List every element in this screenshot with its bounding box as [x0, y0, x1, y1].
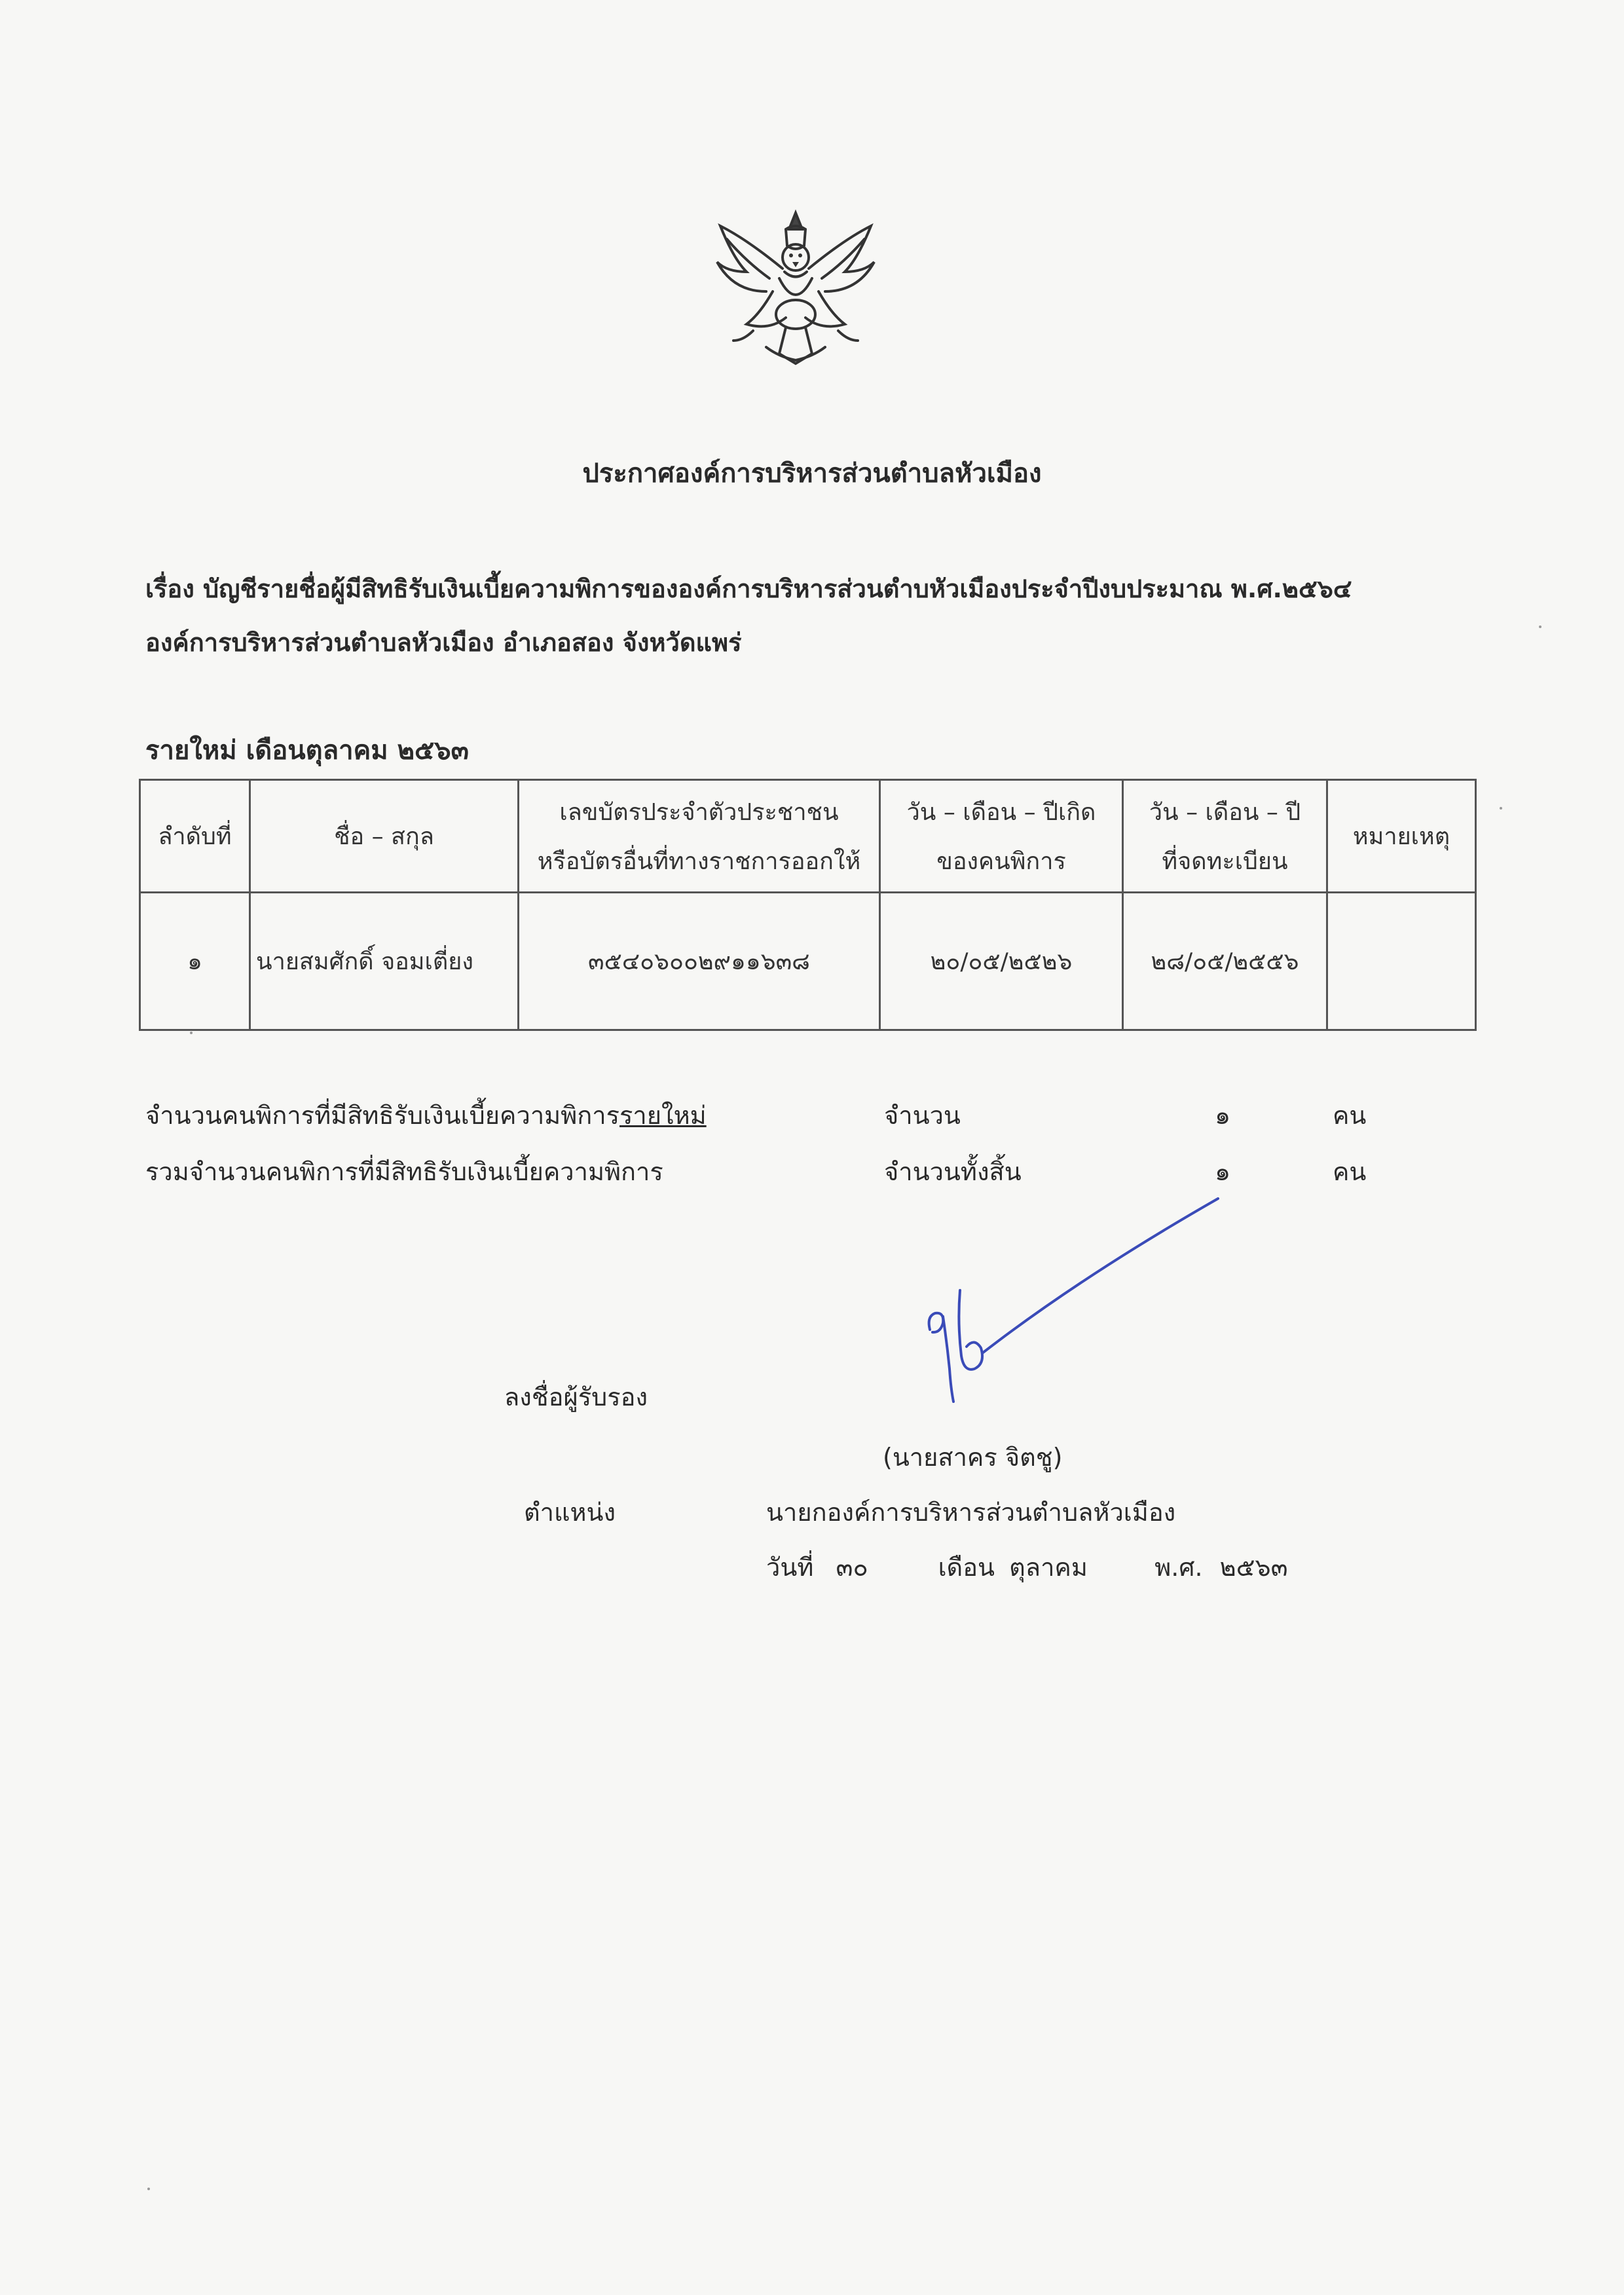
date-year-label: พ.ศ. — [1154, 1553, 1203, 1582]
date-day-label: วันที่ — [766, 1553, 814, 1582]
header-registered — [1123, 780, 1327, 893]
summary-new-count: ๑ — [1215, 1101, 1231, 1130]
header-id — [519, 780, 880, 893]
cell-name: นายสมศักดิ์ จอมเตี่ยง — [250, 893, 519, 1030]
summary-total-count: ๑ — [1215, 1157, 1231, 1186]
summary-total-label: รวมจำนวนคนพิการที่มีสิทธิรับเงินเบี้ยความพิการ — [145, 1157, 663, 1186]
cell-registered: ๒๘/๐๕/๒๕๕๖ — [1123, 893, 1327, 1030]
header-birth — [880, 780, 1123, 893]
section-heading: รายใหม่ เดือนตุลาคม ๒๕๖๓ — [145, 736, 469, 766]
summary-total-count-label: จำนวนทั้งสิ้น — [884, 1157, 1022, 1186]
summary-new-label: จำนวนคนพิการที่มีสิทธิรับเงินเบี้ยความพิการรายใหม่ — [145, 1101, 707, 1130]
header-no: ลำดับที่ — [140, 780, 250, 893]
scan-speck — [1500, 807, 1502, 810]
signature-label: ลงชื่อผู้รับรอง — [504, 1383, 648, 1411]
organization-line: องค์การบริหารส่วนตำบลหัวเมือง อำเภอสอง จังหวัดแพร่ — [145, 628, 742, 657]
cell-birth: ๒๐/๐๕/๒๕๒๖ — [880, 893, 1123, 1030]
date-day: ๓๐ — [836, 1553, 868, 1582]
summary-new-underlined: รายใหม่ — [619, 1101, 707, 1130]
subject-line: เรื่อง บัญชีรายชื่อผู้มีสิทธิรับเงินเบี้ยความพิการขององค์การบริหารส่วนตำบหัวเมืองประจำปีงบประมาณ พ.ศ.๒๕๖๔ — [145, 574, 1352, 603]
summary-new-unit: คน — [1333, 1101, 1367, 1130]
header-id-line2: หรือบัตรอื่นที่ทางราชการออกให้ — [537, 848, 861, 875]
header-birth-line2: ของคนพิการ — [936, 848, 1066, 875]
header-id-line1: เลขบัตรประจำตัวประชาชน — [559, 798, 839, 826]
handwritten-signature — [904, 1192, 1244, 1415]
scan-speck — [1539, 625, 1541, 628]
table-header-row — [140, 780, 1476, 893]
garuda-emblem-icon — [707, 200, 884, 377]
announcement-title: ประกาศองค์การบริหารส่วนตำบลหัวเมือง — [582, 458, 1042, 489]
header-remark: หมายเหตุ — [1327, 780, 1476, 893]
header-name: ชื่อ – สกุล — [250, 780, 519, 893]
position-value: นายกองค์การบริหารส่วนตำบลหัวเมือง — [766, 1498, 1176, 1527]
scan-speck — [190, 1032, 193, 1034]
table-row — [140, 893, 1476, 1030]
signing-date — [766, 1547, 1288, 1587]
scan-speck — [147, 2188, 150, 2190]
summary-new-count-label: จำนวน — [884, 1101, 961, 1130]
cell-no: ๑ — [140, 893, 250, 1030]
cell-id: ๓๕๔๐๖๐๐๒๙๑๑๖๓๘ — [519, 893, 880, 1030]
header-reg-line2: ที่จดทะเบียน — [1162, 848, 1288, 875]
header-reg-line1: วัน – เดือน – ปี — [1149, 798, 1301, 826]
date-month-label: เดือน — [938, 1553, 995, 1582]
summary-total-unit: คน — [1333, 1157, 1367, 1186]
position-label: ตำแหน่ง — [524, 1498, 616, 1527]
signatory-name: (นายสาคร จิตชู) — [883, 1443, 1063, 1472]
header-birth-line1: วัน – เดือน – ปีเกิด — [906, 798, 1096, 826]
cell-remark — [1327, 893, 1476, 1030]
date-year: ๒๕๖๓ — [1219, 1553, 1288, 1582]
date-month: ตุลาคม — [1009, 1553, 1088, 1582]
beneficiary-table — [139, 779, 1477, 1031]
